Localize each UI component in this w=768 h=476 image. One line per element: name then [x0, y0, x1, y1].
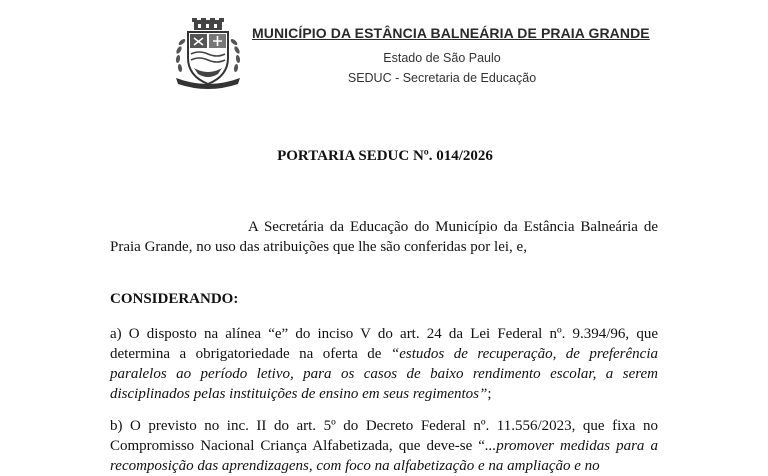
state-name: Estado de São Paulo	[383, 51, 501, 65]
consideration-item-a	[110, 324, 658, 404]
consideration-item-b	[110, 416, 658, 476]
municipal-coat-of-arms-icon	[172, 18, 244, 90]
municipality-name: MUNICÍPIO DA ESTÂNCIA BALNEÁRIA DE PRAIA GRANDE	[252, 25, 650, 41]
item-b-quote: ...promover medidas para a recomposição das aprendizagens, com foco na alfabetização e na ampliação e no	[110, 438, 658, 474]
intro-paragraph: A Secretária da Educação do Município da Estância Balneária de Praia Grande, no uso das atribuições que lhe são conferidas por lei, e,	[110, 219, 658, 255]
considering-heading: CONSIDERANDO:	[110, 291, 239, 307]
item-a-suffix: ;	[487, 386, 492, 402]
document-title: PORTARIA SEDUC Nº. 014/2026	[277, 148, 493, 164]
item-b-text: b) O previsto no inc. II do art. 5º do Decreto Federal nº. 11.556/2023, que fixa no Compromisso Nacional Criança Alfabetizada, que deve-se “	[110, 418, 658, 454]
item-a-quote: “estudos de recuperação, de preferência paralelos ao período letivo, para os casos de baixo rendimento escolar, a serem disciplinados pelas instituições de ensino em seus regimentos”	[110, 346, 658, 402]
item-a-text: a) O disposto na alínea “e” do inciso V do art. 24 da Lei Federal nº. 9.394/96, que determina a obrigatoriedade na oferta de	[110, 326, 658, 362]
department-name: SEDUC - Secretaria de Educação	[347, 71, 537, 85]
